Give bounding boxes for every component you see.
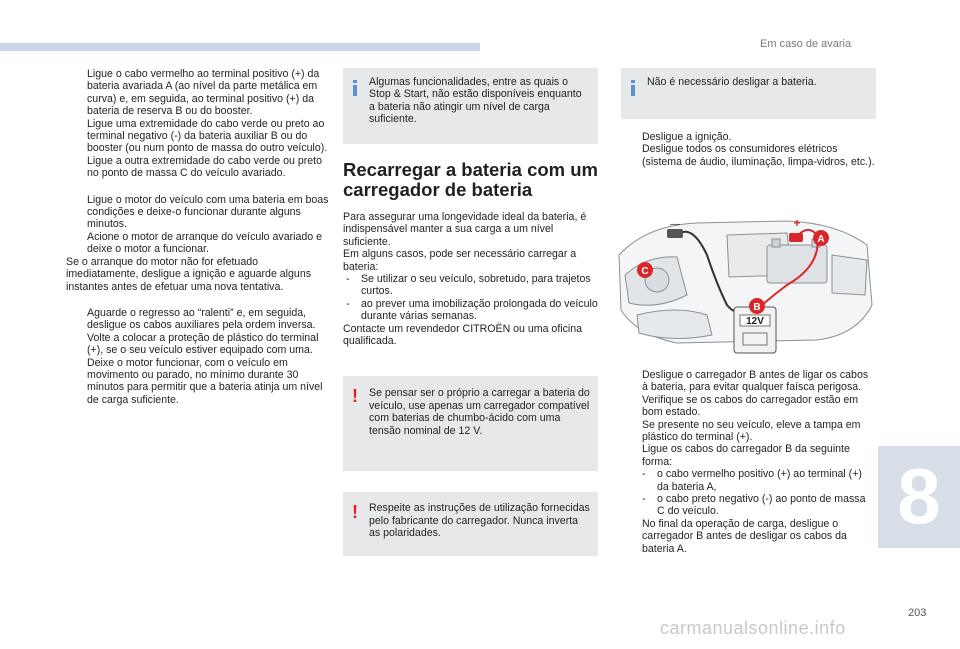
info-box: Não é necessário desligar a bateria. xyxy=(621,68,876,119)
page-number: 203 xyxy=(908,607,927,619)
svg-text:+: + xyxy=(793,216,801,230)
list-item: Verifique se os cabos do carregador estão em bom estado. xyxy=(642,393,859,419)
list-item: Desligue o carregador B antes de ligar os cabos à bateria, para evitar qualquer faísca perigosa. xyxy=(642,369,869,394)
section-title: Em caso de avaria xyxy=(760,38,852,50)
charger-voltage-label: 12V xyxy=(746,316,764,327)
warning-icon: ! xyxy=(352,502,358,523)
list-item: - Se utilizar o seu veículo, sobretudo, para trajetos curtos. xyxy=(346,273,591,298)
list-item: - ao prever uma imobilização prolongada do veículo durante várias semanas. xyxy=(346,297,598,323)
list-item: Se presente no seu veículo, eleve a tampa em plástico do terminal (+). xyxy=(642,418,861,444)
list-item: Desligue a ignição. xyxy=(642,131,732,143)
sub-list-item: - o cabo preto negativo (-) ao ponto de massa C do veículo. xyxy=(642,493,866,518)
chapter-tab xyxy=(878,446,960,548)
list-item: Desligue todos os consumidores elétricos (sistema de áudio, iluminação, limpa-vidros, etc.). xyxy=(642,143,875,168)
warning-box: ! Respeite as instruções de utilização fornecidas pelo fabricante do carregador. Nunca inverta as polaridades. xyxy=(343,492,598,556)
list-item: Deixe o motor funcionar, com o veículo em movimento ou parado, no mínimo durante 30 minutos para permitir que a bateria atinja um nível de carga suficiente. xyxy=(87,356,323,406)
column-right xyxy=(621,68,876,168)
clamp-black xyxy=(667,229,683,238)
warning-box: ! Se pensar ser o próprio a carregar a bateria do veículo, use apenas um carregador compatível com baterias de chumbo-ácido com uma tensão nominal de 12 V. xyxy=(343,376,598,471)
info-box: Algumas funcionalidades, entre as quais o Stop & Start, não estão disponíveis enquanto a bateria não atingir um nível de carga suficiente. xyxy=(343,68,598,144)
warning-icon: ! xyxy=(352,386,358,407)
list-item: Ligue os cabos do carregador B da seguinte forma: xyxy=(642,443,850,468)
info-icon xyxy=(631,80,635,96)
svg-text:C: C xyxy=(641,266,649,277)
watermark: carmanualsonline.info xyxy=(660,618,846,638)
paragraph: Se o arranque do motor não for efetuado imediatamente, desligue a ignição e aguarde alguns instantes antes de efetuar uma nova tentativa. xyxy=(66,255,312,293)
charger-box xyxy=(734,307,776,353)
svg-text:—: — xyxy=(670,219,680,230)
header-rule xyxy=(0,43,480,51)
list-item: Ligue o cabo vermelho ao terminal positivo (+) da bateria avariada A (ao nível da parte metálica em curva) e, em seguida, ao terminal positivo (+) da bateria de reserva B ou do booster. xyxy=(87,68,320,118)
svg-text:B: B xyxy=(753,302,761,313)
list-item: Acione o motor de arranque do veículo avariado e deixe o motor a funcionar. xyxy=(87,230,322,256)
column-left xyxy=(66,68,331,406)
battery-charger-illustration xyxy=(617,215,874,355)
list-item: Aguarde o regresso ao “ralenti” e, em seguida, desligue os cabos auxiliares pela ordem inversa. xyxy=(87,306,316,332)
svg-text:A: A xyxy=(817,234,825,245)
column-right-lower xyxy=(621,369,876,555)
section-heading: Recarregar a bateria com um carregador de bateria xyxy=(343,159,599,200)
list-item: Volte a colocar a proteção de plástico do terminal (+), se o seu veículo estiver equipado com uma. xyxy=(87,331,319,357)
chapter-number: 8 xyxy=(897,452,941,540)
list-item: No final da operação de carga, desligue o carregador B antes de desligar os cabos da bateria A. xyxy=(642,517,847,555)
paragraph: Contacte um revendedor CITROËN ou uma oficina qualificada. xyxy=(343,322,583,348)
list-item: Ligue o motor do veículo com uma bateria em boas condições e deixe-o funcionar durante alguns minutos. xyxy=(87,193,329,231)
clamp-red xyxy=(789,233,803,242)
list-item: Ligue a outra extremidade do cabo verde ou preto no ponto de massa C do veículo avariado. xyxy=(87,154,322,180)
sub-list-item: - o cabo vermelho positivo (+) ao terminal (+) da bateria A, xyxy=(642,468,862,493)
column-middle xyxy=(343,68,598,556)
paragraph: Em alguns casos, pode ser necessário carregar a bateria: xyxy=(343,248,577,273)
list-item: Ligue uma extremidade do cabo verde ou preto ao terminal negativo (-) da bateria auxiliar B ou do booster (ou num ponto de massa do outro veículo). xyxy=(87,117,328,155)
info-icon xyxy=(353,80,357,96)
paragraph: Para assegurar uma longevidade ideal da bateria, é indispensável manter a sua carga a um nível suficiente. xyxy=(343,211,587,248)
